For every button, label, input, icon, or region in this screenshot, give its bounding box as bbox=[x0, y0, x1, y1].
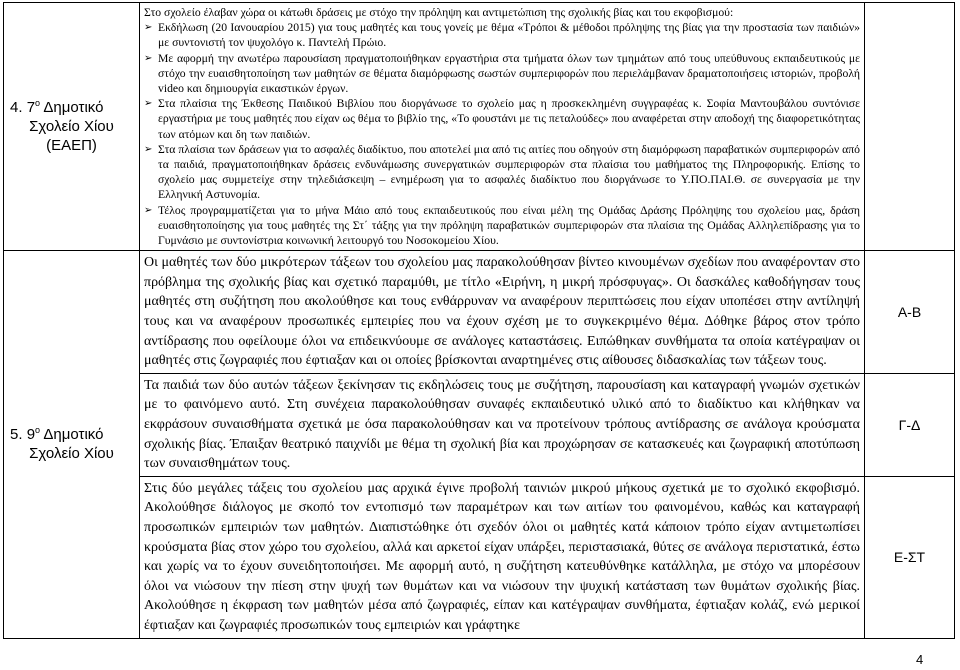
actions-text bbox=[140, 3, 865, 251]
arrow-bullet-icon: ➢ bbox=[144, 22, 153, 34]
class-label: Ε-ΣΤ bbox=[865, 476, 955, 638]
class-paragraph: Οι μαθητές των δύο μικρότερων τάξεων του σχολείου μας παρακολούθησαν βίντεο κινουμένων σχεδίων που αναφέρονταν στο πρόβλημα της σχολικής βίας και σχετικό παραμύθι, με τίτλο «Ειρήνη, η μικρή πρόσφυγας». Οι δασκάλες καθοδήγησαν τους μαθητές στη συζήτηση που ακολούθησε και τους ενθάρρυναν να αναφέρουν περιπτώσεις που είχαν υποπέσει στην αντίληψή τους και να αναφέρουν προσωπικές εμπειρίες που να έχουν σχέση με το συγκεκριμένο θέμα. Δόθηκε βάρος στον τρόπο αντίδρασης που οφείλουμε όλοι να επιδεικνύουμε σε ανάλογες καταστάσεις. Ειπώθηκαν συνθήματα τα οποία κατέγραψαν οι μαθητές στις ζωγραφιές που έφτιαξαν και οι οποίες βρίσκονται αναρτημένες στις αίθουσες διδασκαλίας των τάξεων τους. bbox=[140, 251, 865, 374]
school-type: Δημοτικό bbox=[43, 99, 104, 117]
actions-table bbox=[3, 2, 955, 639]
list-item: ➢ Με αφορμή την ανωτέρω παρουσίαση πραγματοποιήθηκαν εργαστήρια στα τμήματα όλων των τμημάτων από τους υπεύθυνους εκπαιδευτικούς με στόχο την ευαισθητοποίηση των μαθητών σε θέματα διαμόρφωσης σωστών συμπεριφορών που περιελάμβαναν δραματοποιήσεις ιστοριών, προβολή video και δημιουργία εικαστικών έργων. bbox=[144, 51, 860, 96]
class-cell bbox=[865, 3, 955, 251]
class-label: Γ-Δ bbox=[865, 373, 955, 476]
school-number: 7 bbox=[26, 99, 36, 117]
row-number: 5. bbox=[10, 426, 23, 444]
table-row bbox=[4, 373, 955, 476]
school-sup: ο bbox=[35, 98, 41, 109]
school-name: Σχολείο Χίου bbox=[29, 118, 114, 136]
intro-text: Στο σχολείο έλαβαν χώρα οι κάτωθι δράσεις με στόχο την πρόληψη και αντιμετώπιση της σχολικής βίας και του εκφοβισμού: bbox=[144, 6, 734, 19]
list-item: ➢ Στα πλαίσια της Έκθεσης Παιδικού Βιβλίου που διοργάνωσε το σχολείο μας η προσκεκλημένη συγγραφέας κ. Σοφία Μαντουβάλου συντόνισε εργαστήρια με τους μαθητές που είχαν ως θέμα το βιβλίο της, «Το φουστάνι με τις πεταλούδες» που αναφέρεται στην αποδοχή της διαφορετικότητας των ατόμων και δη των παιδιών. bbox=[144, 97, 860, 141]
class-paragraph: Τα παιδιά των δύο αυτών τάξεων ξεκίνησαν τις εκδηλώσεις τους με συζήτηση, παρουσίαση και καταγραφή γνωμών σχετικών με το φαινόμενο αυτό. Στη συνέχεια παρακολούθησαν συναφές εκπαιδευτικό υλικό από το διαδίκτυο και κλήθηκαν να εκφράσουν συναισθήματα σχετικά με όσα παρακολούθησαν και να προτείνουν τρόπους αντίδρασης σε ανάλογα κρούσματα σχολικής βίας. Έπαιξαν θεατρικό παιχνίδι με θέμα τη σχολική βία και προχώρησαν σε κατασκευές και ζωγραφική αποτύπωση των συναισθημάτων τους. bbox=[140, 373, 865, 476]
list-item: ➢ Στα πλαίσια των δράσεων για το ασφαλές διαδίκτυο, που αποτελεί μια από τις αιτίες που οδηγούν στη διαμόρφωση παραβατικών συμπεριφορών από τα παιδιά, πραγματοποιήθηκαν δράσεις ενδυνάμωσης συνεργατικών συμπεριφορών στα πλαίσια του μαθήματος της Πληροφορικής. Επίσης το σχολείο μας συμμετείχε στην τηλεδιάσκεψη – ενημέρωση για το ασφαλές διαδίκτυο που διοργάνωσε το Υ.ΠΟ.ΠΑΙ.Θ. σε συνεργασία με την Ελληνική Αστυνομία. bbox=[144, 142, 860, 202]
arrow-bullet-icon: ➢ bbox=[144, 98, 153, 110]
school-sup: ο bbox=[35, 425, 41, 436]
school-type: Δημοτικό bbox=[43, 426, 104, 444]
list-item: ➢ Τέλος προγραμματίζεται για το μήνα Μάιο από τους εκπαιδευτικούς που είναι μέλη της Ομάδας Δράσης Πρόληψης του σχολείου μας, δράση ευαισθητοποίησης για τους μαθητές της Στ΄ τάξης για την πρόληψη παραβατικών συμπεριφορών στα πλαίσια της Ομάδας Αλληλεπίδρασης για το Γυμνάσιο με συντονίστρια κοινωνική λειτουργό του Νοσοκομείου Χίου. bbox=[144, 203, 860, 248]
arrow-bullet-icon: ➢ bbox=[144, 52, 153, 64]
table-row bbox=[4, 3, 955, 251]
school-number: 9 bbox=[26, 426, 36, 444]
school-tag: (ΕΑΕΠ) bbox=[46, 137, 97, 155]
arrow-bullet-icon: ➢ bbox=[144, 204, 153, 216]
list-item: ➢ Εκδήλωση (20 Ιανουαρίου 2015) για τους μαθητές και τους γονείς με θέμα «Τρόποι & μέθοδοι πρόληψης της βίας για την προστασία των παιδιών» με συντονιστή τον ψυχολόγο κ. Παντελή Πρώιο. bbox=[144, 21, 860, 50]
school-cell bbox=[4, 3, 140, 251]
page-number: 4 bbox=[916, 652, 924, 667]
class-paragraph: Στις δύο μεγάλες τάξεις του σχολείου μας αρχικά έγινε προβολή ταινιών μικρού μήκους σχετικά με το σχολικό εκφοβισμό. Ακολούθησε διάλογος με σκοπό τον εντοπισμό των παραμέτρων και των αιτίων του φαινομένου, καθώς και καταγραφή προσωπικών εμπειριών των μαθητών. Διαπιστώθηκε ότι σχεδόν όλοι οι μαθητές κατά κάποιον τρόπο είχαν αντιμετωπίσει κρούσματα βίας στον χώρο του σχολείου, αλλά και αρκετοί είχαν υπάρξει, περιστασιακά, θύτες σε ανάλογα περιστατικά, έστω και χωρίς να το έχουν συνειδητοποιήσει. Με αφορμή αυτό, η συζήτηση κατευθύνθηκε κατάλληλα, με στόχο να μπορέσουν όλοι να νιώσουν την πίεση στην ψυχή των θυμάτων και να νιώσουν την ψυχική κατάσταση των θυμάτων σχολικής βίας. Ακολούθησε η έκφραση των μαθητών μέσα από ζωγραφιές, είπαν και κατέγραψαν συνθήματα, έφτιαξαν κολάζ, ενώ μερικοί έφτιαξαν και ζωγραφιές προσωπικών τους εμπειριών και γράφτηκε bbox=[140, 476, 865, 638]
arrow-bullet-icon: ➢ bbox=[144, 143, 153, 155]
row-number: 4. bbox=[10, 99, 23, 117]
school-name: Σχολείο Χίου bbox=[29, 445, 114, 463]
class-label: Α-Β bbox=[865, 251, 955, 374]
table-row bbox=[4, 476, 955, 638]
school-cell bbox=[4, 251, 140, 638]
table-row bbox=[4, 251, 955, 374]
